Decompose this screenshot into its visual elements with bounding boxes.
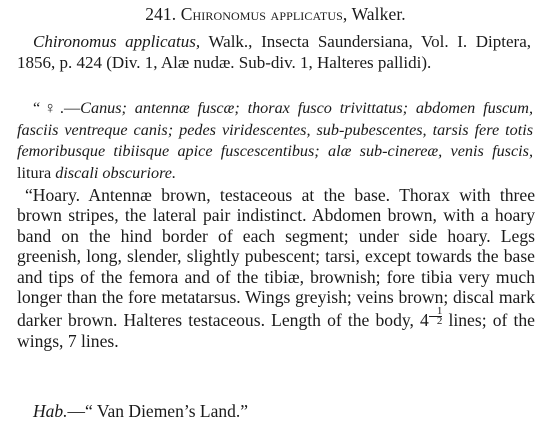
description-text: “Hoary. Antennæ brown, testaceous at the base. Thorax with three brown stripes, the lateral pair indistinct. Abdomen brown, with a hoary band on the hind border of each segment; under side hoary. Legs greenish, long, slender, slightly pubescent; tarsi, except towards the base and tips of the femora and of the tibiæ, brownish; fore tibia very much longer than the fore metatarsus. Wings greyish; veins brown; discal mark darker brown. Halteres testaceous. Length of the body, 4 xyxy=(17,185,535,331)
fraction-denominator: 2 xyxy=(429,316,443,326)
species-number: 241. xyxy=(145,4,177,24)
species-author: Walker. xyxy=(351,4,406,24)
latin-text-end: discali obscuriore. xyxy=(55,163,177,182)
species-heading xyxy=(0,4,551,25)
citation-taxon: Chironomus applicatus, xyxy=(33,32,201,51)
citation-paragraph xyxy=(17,32,531,73)
description-text-end: lines; of the wings, 7 lines. xyxy=(17,310,535,351)
habitat-value: —“ Van Diemen’s Land.” xyxy=(67,401,248,421)
habitat-line xyxy=(33,401,533,422)
habitat-label: Hab. xyxy=(33,401,68,421)
species-name: Chironomus applicatus, xyxy=(180,4,348,24)
fraction-numerator: 1 xyxy=(436,305,443,318)
female-symbol-label: “♀.— xyxy=(33,99,81,117)
latin-description xyxy=(17,98,533,184)
english-description xyxy=(17,185,535,351)
citation-reference: Walk., Insecta Saundersiana, Vol. I. Diptera, 1856, p. 424 (Div. 1, Alæ nudæ. Sub-div. 1, Halteres pallidi). xyxy=(17,32,531,72)
latin-text: Canus; antennæ fuscæ; thorax fusco trivittatus; abdomen fuscum, fasciis ventreque canis; pedes viridescentes, sub-pubescentes, tarsis fere totis femoribusque tibiisque apice fuscescentibus; alæ sub-cinereæ, venis fuscis, xyxy=(17,99,534,161)
fraction-half xyxy=(429,307,443,326)
latin-litura: litura xyxy=(17,163,52,182)
